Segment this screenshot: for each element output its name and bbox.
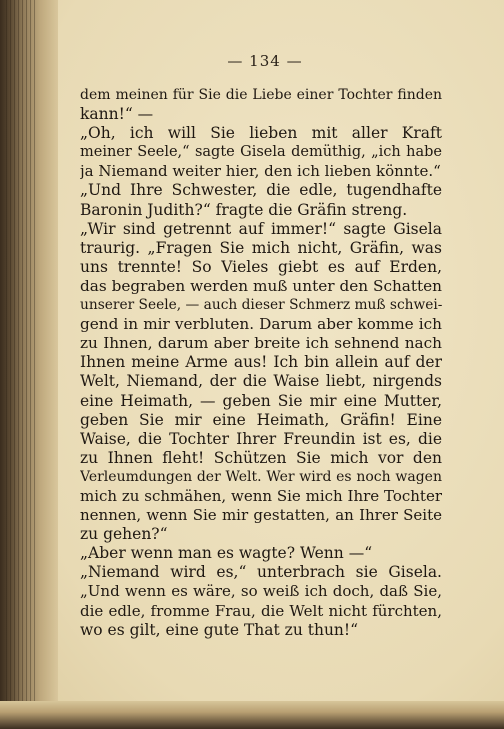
text-line: „Wir sind getrennt auf immer!“ sagte Gisela [80, 219, 442, 238]
text-line: „Und wenn es wäre, so weiß ich doch, daß Sie, [80, 582, 442, 601]
text-line: „Niemand wird es,“ unterbrach sie Gisela. [80, 563, 442, 582]
text-line: „Aber wenn man es wagte? Wenn —“ [80, 544, 373, 563]
text-line: zu gehen?“ [80, 525, 168, 544]
text-line: Verleumdungen der Welt. Wer wird es noch wagen [80, 468, 442, 485]
text-line: mich zu schmähen, wenn Sie mich Ihre Tochter [80, 486, 442, 505]
text-line: geben Sie mir eine Heimath, Gräfin! Eine [80, 410, 442, 429]
book-gutter [0, 0, 58, 729]
text-line: meiner Seele,“ sagte Gisela demüthig, „ich habe [80, 144, 442, 161]
text-line: traurig. „Fragen Sie mich nicht, Gräfin, was [80, 238, 442, 257]
text-line: Baronin Judith?“ fragte die Gräfin streng. [80, 200, 408, 219]
text-line: Waise, die Tochter Ihrer Freundin ist es, die [80, 429, 442, 448]
text-line: unserer Seele, — auch dieser Schmerz muß schwei- [80, 297, 442, 314]
text-line: „Und Ihre Schwester, die edle, tugendhafte [80, 181, 442, 200]
page-bottom-edge [0, 701, 504, 729]
text-line: zu Ihnen, darum aber breite ich sehnend nach [80, 334, 442, 353]
text-line: zu Ihnen fleht! Schützen Sie mich vor den [80, 448, 442, 467]
text-line: dem meinen für Sie die Liebe einer Tochter finden [80, 87, 442, 103]
body-text [80, 86, 442, 640]
page-edges [6, 0, 36, 729]
text-line: eine Heimath, — geben Sie mir eine Mutter, [80, 391, 442, 410]
page-number: — 134 — [227, 52, 303, 70]
text-line: uns trennte! So Vieles giebt es auf Erden, [80, 257, 442, 276]
text-line: das begraben werden muß unter den Schatten [80, 276, 442, 295]
text-line: ja Niemand weiter hier, den ich lieben könnte.“ [80, 162, 441, 181]
text-line: die edle, fromme Frau, die Welt nicht fürchten, [80, 601, 442, 620]
text-line: wo es gilt, eine gute That zu thun!“ [80, 620, 359, 639]
text-line: kann!“ — [80, 105, 154, 124]
text-line: Ihnen meine Arme aus! Ich bin allein auf der [80, 353, 442, 372]
text-line: nennen, wenn Sie mir gestatten, an Ihrer Seite [80, 506, 442, 525]
text-line: „Oh, ich will Sie lieben mit aller Kraft [80, 124, 442, 143]
text-line: Welt, Niemand, der die Waise liebt, nirgends [80, 372, 442, 391]
text-line: gend in mir verbluten. Darum aber komme ich [80, 315, 442, 334]
